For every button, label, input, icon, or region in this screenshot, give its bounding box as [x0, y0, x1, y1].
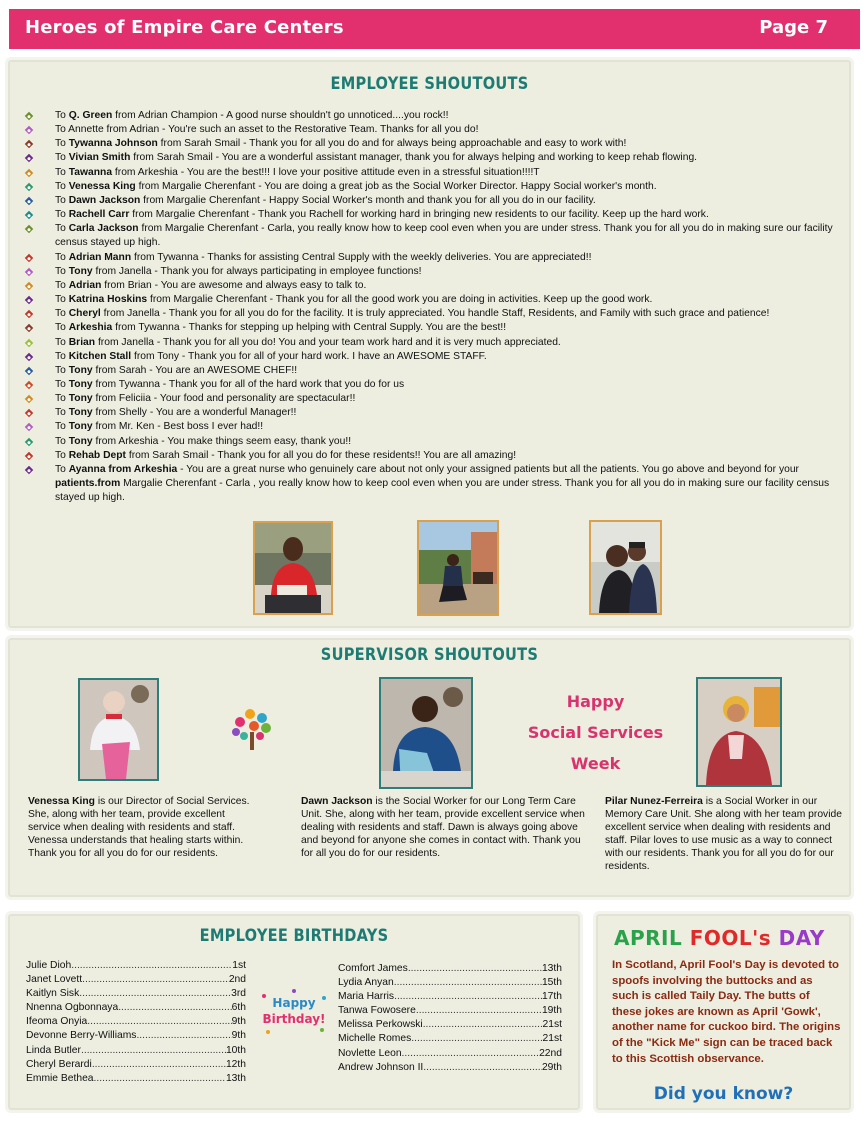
birthday-date: 22nd: [539, 1047, 562, 1059]
tree-icon: [226, 704, 278, 752]
shoutout-prefix: To: [55, 421, 69, 433]
shoutout-recipient: Katrina Hoskins: [68, 294, 148, 306]
diamond-bullet-icon: [25, 338, 33, 346]
shoutout-recipient: Tony: [68, 393, 93, 405]
birthday-row: [338, 1047, 562, 1061]
shoutout-item: [26, 406, 846, 420]
employee-birthdays-panel: [8, 914, 580, 1110]
shoutout-prefix: To: [55, 407, 69, 419]
diamond-bullet-icon: [25, 310, 33, 318]
shoutout-item: [26, 463, 846, 505]
photo-man-kneeling: [417, 520, 499, 616]
photo-man-kneeling-image: [419, 522, 497, 614]
birthday-date: 21st: [542, 1019, 562, 1031]
employee-shoutouts-title: EMPLOYEE SHOUTOUTS: [330, 74, 529, 94]
leader-dots: [408, 962, 542, 976]
shoutout-prefix: To: [55, 378, 69, 390]
birthdays-right-column: [338, 962, 562, 1075]
sticker-happy: Happy: [272, 996, 316, 1010]
shoutout-message: from Shelly - You are a wonderful Manager!!: [92, 407, 297, 419]
birthday-name: Nnenna Ogbonnaya: [26, 1002, 119, 1014]
shoutout-item: [26, 194, 846, 208]
dawn-jackson-name: Dawn Jackson: [301, 796, 373, 807]
happy-social-services-week: [508, 686, 683, 779]
birthday-name: Linda Butler: [26, 1044, 81, 1056]
shoutout-item: [26, 392, 846, 406]
newsletter-title: Heroes of Empire Care Centers: [25, 17, 344, 38]
birthday-date: 13th: [225, 1072, 246, 1084]
birthday-row: [338, 1018, 562, 1032]
shoutout-item: [26, 123, 846, 137]
diamond-bullet-icon: [25, 423, 33, 431]
shoutout-prefix: To: [55, 209, 69, 221]
photo-pilar-nunez-ferreira: [696, 677, 782, 787]
leader-dots: [416, 1004, 542, 1018]
birthday-date: 6th: [231, 1002, 246, 1014]
shoutout-message-2: Margalie Cherenfant - Carla , you really know how to keep cool even when you are under stress. Thank you for all you do in making sure our facility census stayed up high.: [55, 478, 830, 504]
diamond-bullet-icon: [25, 466, 33, 474]
diamond-bullet-icon: [25, 140, 33, 148]
diamond-bullet-icon: [25, 197, 33, 205]
diamond-bullet-icon: [25, 154, 33, 162]
shoutout-message: from Janella - Thank you for all you do for the facility. It is truly appreciated. You handle Staff, Residents, and Family with such grace and patience!: [100, 308, 770, 320]
leader-dots: [394, 990, 542, 1004]
birthday-name: Emmie Bethea: [26, 1072, 94, 1084]
page-number: Page 7: [759, 17, 828, 38]
shoutout-recipient: Tony: [68, 435, 93, 447]
shoutout-message: from Brian - You are awesome and always easy to talk to.: [101, 279, 367, 291]
birthday-name: Devonne Berry-Williams: [26, 1030, 137, 1042]
shoutout-message: from Margalie Cherenfant - Happy Social Worker's month and thank you for all you do in our facility.: [140, 194, 596, 206]
birthday-row: [338, 1061, 562, 1075]
birthday-name: Andrew Johnson II: [338, 1061, 424, 1073]
shoutout-item: [26, 420, 846, 434]
shoutout-recipient: Tony: [68, 265, 93, 277]
shoutout-message: from Sarah Smail - You are a wonderful assistant manager, thank you for always helping and working to keep rehab flowing.: [130, 152, 698, 164]
shoutout-recipient: Arkeshia: [68, 322, 113, 334]
diamond-bullet-icon: [25, 381, 33, 389]
shoutout-recipient: Tony: [68, 378, 93, 390]
shoutout-message: from Arkeshia - You are the best!!! I love your positive attitude even in a stressful situation!!!!T: [112, 166, 540, 178]
shoutout-prefix: To: [55, 294, 69, 306]
diamond-bullet-icon: [25, 126, 33, 134]
diamond-bullet-icon: [25, 282, 33, 290]
leader-dots: [82, 973, 229, 987]
photo-two-people: [589, 520, 662, 615]
shoutout-message: from Tony - Thank you for all of your hard work. I have an AWESOME STAFF.: [131, 350, 487, 362]
shoutout-message: Annette from Adrian - You're such an asset to the Restorative Team. Thanks for all you do!: [68, 124, 479, 136]
photo-pilar-nunez-ferreira-image: [698, 679, 780, 785]
birthday-row: [26, 959, 246, 973]
shoutout-item: [26, 435, 846, 449]
happy-line-2: Social Services: [527, 723, 664, 742]
shoutout-recipient: Kitchen Stall: [68, 350, 132, 362]
shoutout-prefix: To: [55, 251, 69, 263]
dawn-jackson-text: is the Social Worker for our Long Term Care Unit. She, along with her team, provide excellent service when dealing with residents and staff. Dawn is always going above and beyond for anyone she comes in contact with. Thank you for all you do for our residents.: [301, 796, 585, 859]
shoutout-prefix: To: [55, 350, 69, 362]
april-fools-title-fools: FOOL's: [689, 926, 772, 950]
pilar-nunez-ferreira-name: Pilar Nunez-Ferreira: [605, 796, 703, 807]
birthday-name: Janet Lovett: [26, 974, 83, 986]
tree-illustration: [226, 704, 278, 752]
photo-man-red-shirt-image: [255, 523, 331, 613]
diamond-bullet-icon: [25, 352, 33, 360]
leader-dots: [136, 1029, 231, 1043]
birthday-date: 21st: [542, 1033, 562, 1045]
birthday-name: Cheryl Berardi: [26, 1058, 92, 1070]
photo-venessa-king: [78, 678, 159, 781]
shoutout-message: from Feliciia - Your food and personality are spectacular!!: [92, 393, 356, 405]
shoutout-message: from Janella - Thank you for always participating in employee functions!: [92, 265, 422, 277]
birthday-date: 10th: [225, 1044, 246, 1056]
shoutout-recipient: Adrian Mann: [68, 251, 132, 263]
leader-dots: [402, 1047, 540, 1061]
shoutout-recipient: Rachell Carr: [68, 209, 130, 221]
shoutout-message: from Sarah Smail - Thank you for all you do and for always being approachable and easy to work with!: [157, 138, 627, 150]
birthday-date: 19th: [541, 1005, 562, 1017]
april-fools-title: [614, 926, 825, 950]
shoutout-item: [26, 166, 846, 180]
birthday-date: 9th: [231, 1030, 246, 1042]
birthday-date: 17th: [541, 991, 562, 1003]
birthday-name: Lydia Anyan: [338, 977, 394, 989]
shoutout-recipient: Cheryl: [68, 308, 101, 320]
diamond-bullet-icon: [25, 395, 33, 403]
shoutout-prefix: To: [55, 124, 69, 136]
shoutout-item: [26, 251, 846, 265]
happy-line-3: Week: [570, 754, 621, 773]
shoutout-prefix: To: [55, 393, 69, 405]
shoutout-prefix: To: [55, 166, 69, 178]
shoutout-recipient: Tawanna: [68, 166, 113, 178]
happy-birthday-sticker: [258, 988, 330, 1038]
shoutout-item: [26, 151, 846, 165]
shoutout-message: from Sarah Smail - Thank you for all you do for these residents!! You are all amazing!: [125, 449, 517, 461]
dawn-jackson-bio: [301, 795, 591, 860]
photo-man-red-shirt: [253, 521, 333, 615]
shoutout-item: [26, 180, 846, 194]
shoutout-message: - You are a great nurse who genuinely care about not only your assigned patients but all the patients. You go above and beyond for your: [177, 463, 799, 475]
venessa-king-text: is our Director of Social Services. She, along with her team, provide excellent service when dealing with residents and staff. Venessa understands that healing starts within. Thank you for all you do for our residents.: [28, 796, 250, 859]
shoutout-prefix: To: [55, 322, 69, 334]
shoutout-prefix: To: [55, 152, 69, 164]
birthday-date: 9th: [231, 1016, 246, 1028]
shoutout-item: [26, 279, 846, 293]
shoutout-recipient: Carla Jackson: [68, 223, 139, 235]
shoutout-item: [26, 336, 846, 350]
shoutout-message: from Tywanna - Thanks for stepping up helping with Central Supply. You are the best!!: [112, 322, 507, 334]
shoutout-recipient-2: patients.from: [55, 478, 121, 490]
birthday-name: Michelle Romes: [338, 1033, 412, 1045]
shoutout-message: from Janella - Thank you for all you do! You and your team work hard and it is very much appreciated.: [95, 336, 561, 348]
leader-dots: [92, 1058, 226, 1072]
birthday-date: 3rd: [231, 988, 246, 1000]
birthday-name: Melissa Perkowski: [338, 1019, 423, 1031]
diamond-bullet-icon: [25, 253, 33, 261]
shoutout-recipient: Brian: [68, 336, 96, 348]
venessa-king-bio: [28, 795, 256, 860]
shoutout-item: [26, 321, 846, 335]
leader-dots: [118, 1001, 231, 1015]
photo-two-people-image: [591, 522, 660, 613]
sticker-birthday: Birthday!: [262, 1012, 326, 1026]
shoutout-item: [26, 109, 846, 123]
diamond-bullet-icon: [25, 168, 33, 176]
birthday-date: 13th: [541, 963, 562, 974]
shoutout-recipient: Tony: [68, 407, 93, 419]
birthday-row: [26, 1029, 246, 1043]
birthday-name: Maria Harris: [338, 991, 395, 1003]
shoutout-prefix: To: [55, 223, 69, 235]
shoutout-message: from Adrian Champion - A good nurse shouldn't go unnoticed....you rock!!: [112, 110, 449, 121]
birthday-row: [338, 976, 562, 990]
shoutout-message: from Arkeshia - You make things seem easy, thank you!!: [92, 435, 352, 447]
shoutout-recipient: Tywanna Johnson: [68, 138, 158, 150]
photo-dawn-jackson: [379, 677, 473, 789]
shoutout-recipient: Q. Green: [68, 110, 113, 121]
shoutout-recipient: Adrian: [68, 279, 102, 291]
shoutout-item: [26, 137, 846, 151]
birthday-name: Comfort James: [338, 963, 408, 974]
shoutout-recipient: Tony: [68, 364, 93, 376]
diamond-bullet-icon: [25, 296, 33, 304]
photo-dawn-jackson-image: [381, 679, 471, 787]
april-fools-body: In Scotland, April Fool's Day is devoted to spoofs involving the buttocks and as such is called Taily Day. The butts of these jokes are known as April 'Gowk', another name for cuckoo bird. The origins of the "Kick Me" sign can be traced back to this Scottish observance.: [612, 959, 841, 1065]
leader-dots: [94, 1072, 226, 1086]
diamond-bullet-icon: [25, 225, 33, 233]
shoutout-prefix: To: [55, 463, 69, 475]
april-fools-panel: [596, 914, 851, 1110]
supervisor-shoutouts-title: SUPERVISOR SHOUTOUTS: [320, 645, 539, 665]
shoutout-message: from Sarah - You are an AWESOME CHEF!!: [92, 364, 298, 376]
birthday-date: 2nd: [228, 974, 246, 986]
shoutout-recipient: Dawn Jackson: [68, 194, 141, 206]
shoutout-item: [26, 364, 846, 378]
birthday-row: [26, 1058, 246, 1072]
diamond-bullet-icon: [25, 409, 33, 417]
birthday-row: [26, 1044, 246, 1058]
birthday-name: Tanwa Fowosere: [338, 1005, 416, 1017]
did-you-know: Did you know?: [653, 1084, 794, 1104]
april-fools-title-april: APRIL: [614, 926, 683, 950]
shoutout-item: [26, 350, 846, 364]
shoutout-message: from Margalie Cherenfant - Carla, you really know how to keep cool even when you are under stress. Thank you for all you do in making sure our facility census stayed up high.: [55, 223, 833, 249]
birthday-row: [26, 1072, 246, 1086]
birthday-name: Ifeoma Onyia: [26, 1016, 88, 1028]
birthdays-left-column: [26, 959, 246, 1086]
birthday-row: [26, 1001, 246, 1015]
birthday-name: Julie Dioh: [26, 960, 72, 971]
leader-dots: [81, 1044, 226, 1058]
shoutout-prefix: To: [55, 180, 69, 192]
shoutout-item: [26, 265, 846, 279]
diamond-bullet-icon: [25, 324, 33, 332]
shoutout-prefix: To: [55, 449, 69, 461]
diamond-bullet-icon: [25, 452, 33, 460]
shoutout-item: [26, 378, 846, 392]
birthday-row: [26, 973, 246, 987]
shoutout-item: [26, 222, 846, 250]
shoutout-message: from Margalie Cherenfant - Thank you for all the good work you are doing in activities. Keep up the good work.: [147, 294, 653, 306]
supervisor-shoutouts-panel: [8, 638, 851, 897]
birthday-date: 15th: [541, 977, 562, 989]
birthday-row: [26, 1015, 246, 1029]
birthday-date: 29th: [541, 1061, 562, 1073]
shoutout-recipient: Tony: [68, 421, 93, 433]
shoutout-prefix: To: [55, 364, 69, 376]
shoutout-recipient: Venessa King: [68, 180, 136, 192]
leader-dots: [71, 959, 232, 973]
venessa-king-name: Venessa King: [28, 796, 95, 807]
birthday-row: [338, 962, 562, 976]
birthday-date: 12th: [225, 1058, 246, 1070]
shoutout-message: from Mr. Ken - Best boss I ever had!!: [92, 421, 264, 433]
leader-dots: [394, 976, 542, 990]
birthday-date: 1st: [232, 960, 246, 971]
diamond-bullet-icon: [25, 367, 33, 375]
shoutout-recipient: Ayanna from Arkeshia: [68, 463, 178, 475]
pilar-nunez-ferreira-bio: [605, 795, 845, 873]
leader-dots: [423, 1018, 543, 1032]
shoutout-prefix: To: [55, 110, 69, 121]
shoutout-item: [26, 293, 846, 307]
birthday-row: [26, 987, 246, 1001]
shoutout-message: from Margalie Cherenfant - Thank you Rachell for working hard in bringing new residents to our facility. Keep up the hard work.: [129, 209, 709, 221]
happy-line-1: Happy: [566, 692, 625, 711]
birthday-name: Kaitlyn Sisk: [26, 988, 80, 1000]
shoutout-item: [26, 449, 846, 463]
shoutout-message: from Tywanna - Thanks for assisting Central Supply with the weekly deliveries. You are appreciated!!: [131, 251, 592, 263]
diamond-bullet-icon: [25, 183, 33, 191]
shoutout-prefix: To: [55, 308, 69, 320]
shoutout-list: [26, 109, 846, 505]
shoutout-prefix: To: [55, 265, 69, 277]
employee-shoutouts-panel: [8, 60, 851, 628]
shoutout-item: [26, 208, 846, 222]
shoutout-recipient: Rehab Dept: [68, 449, 126, 461]
leader-dots: [79, 987, 231, 1001]
birthday-name: Novlette Leon: [338, 1047, 402, 1059]
shoutout-item: [26, 307, 846, 321]
shoutout-recipient: Vivian Smith: [68, 152, 131, 164]
birthday-row: [338, 1004, 562, 1018]
diamond-bullet-icon: [25, 267, 33, 275]
page-header: [9, 9, 860, 49]
employee-birthdays-title: EMPLOYEE BIRTHDAYS: [199, 926, 389, 946]
shoutout-message: from Margalie Cherenfant - You are doing a great job as the Social Worker Director. Happy Social worker's month.: [135, 180, 657, 192]
shoutout-prefix: To: [55, 336, 69, 348]
leader-dots: [423, 1061, 542, 1075]
leader-dots: [411, 1032, 542, 1046]
shoutout-message: from Tywanna - Thank you for all of the hard work that you do for us: [92, 378, 405, 390]
shoutout-prefix: To: [55, 435, 69, 447]
shoutout-prefix: To: [55, 279, 69, 291]
birthday-row: [338, 1032, 562, 1046]
diamond-bullet-icon: [25, 437, 33, 445]
photo-venessa-king-image: [80, 680, 157, 779]
birthday-row: [338, 990, 562, 1004]
diamond-bullet-icon: [25, 112, 33, 120]
pilar-nunez-ferreira-text: is a Social Worker in our Memory Care Unit. She along with her team provide excellent service when dealing with residents and staff. Pilar loves to use music as a way to connect with our residents. Thank you for all you do for our residents.: [605, 796, 842, 872]
shoutout-prefix: To: [55, 194, 69, 206]
shoutout-prefix: To: [55, 138, 69, 150]
april-fools-title-day: DAY: [778, 926, 825, 950]
diamond-bullet-icon: [25, 211, 33, 219]
leader-dots: [87, 1015, 231, 1029]
